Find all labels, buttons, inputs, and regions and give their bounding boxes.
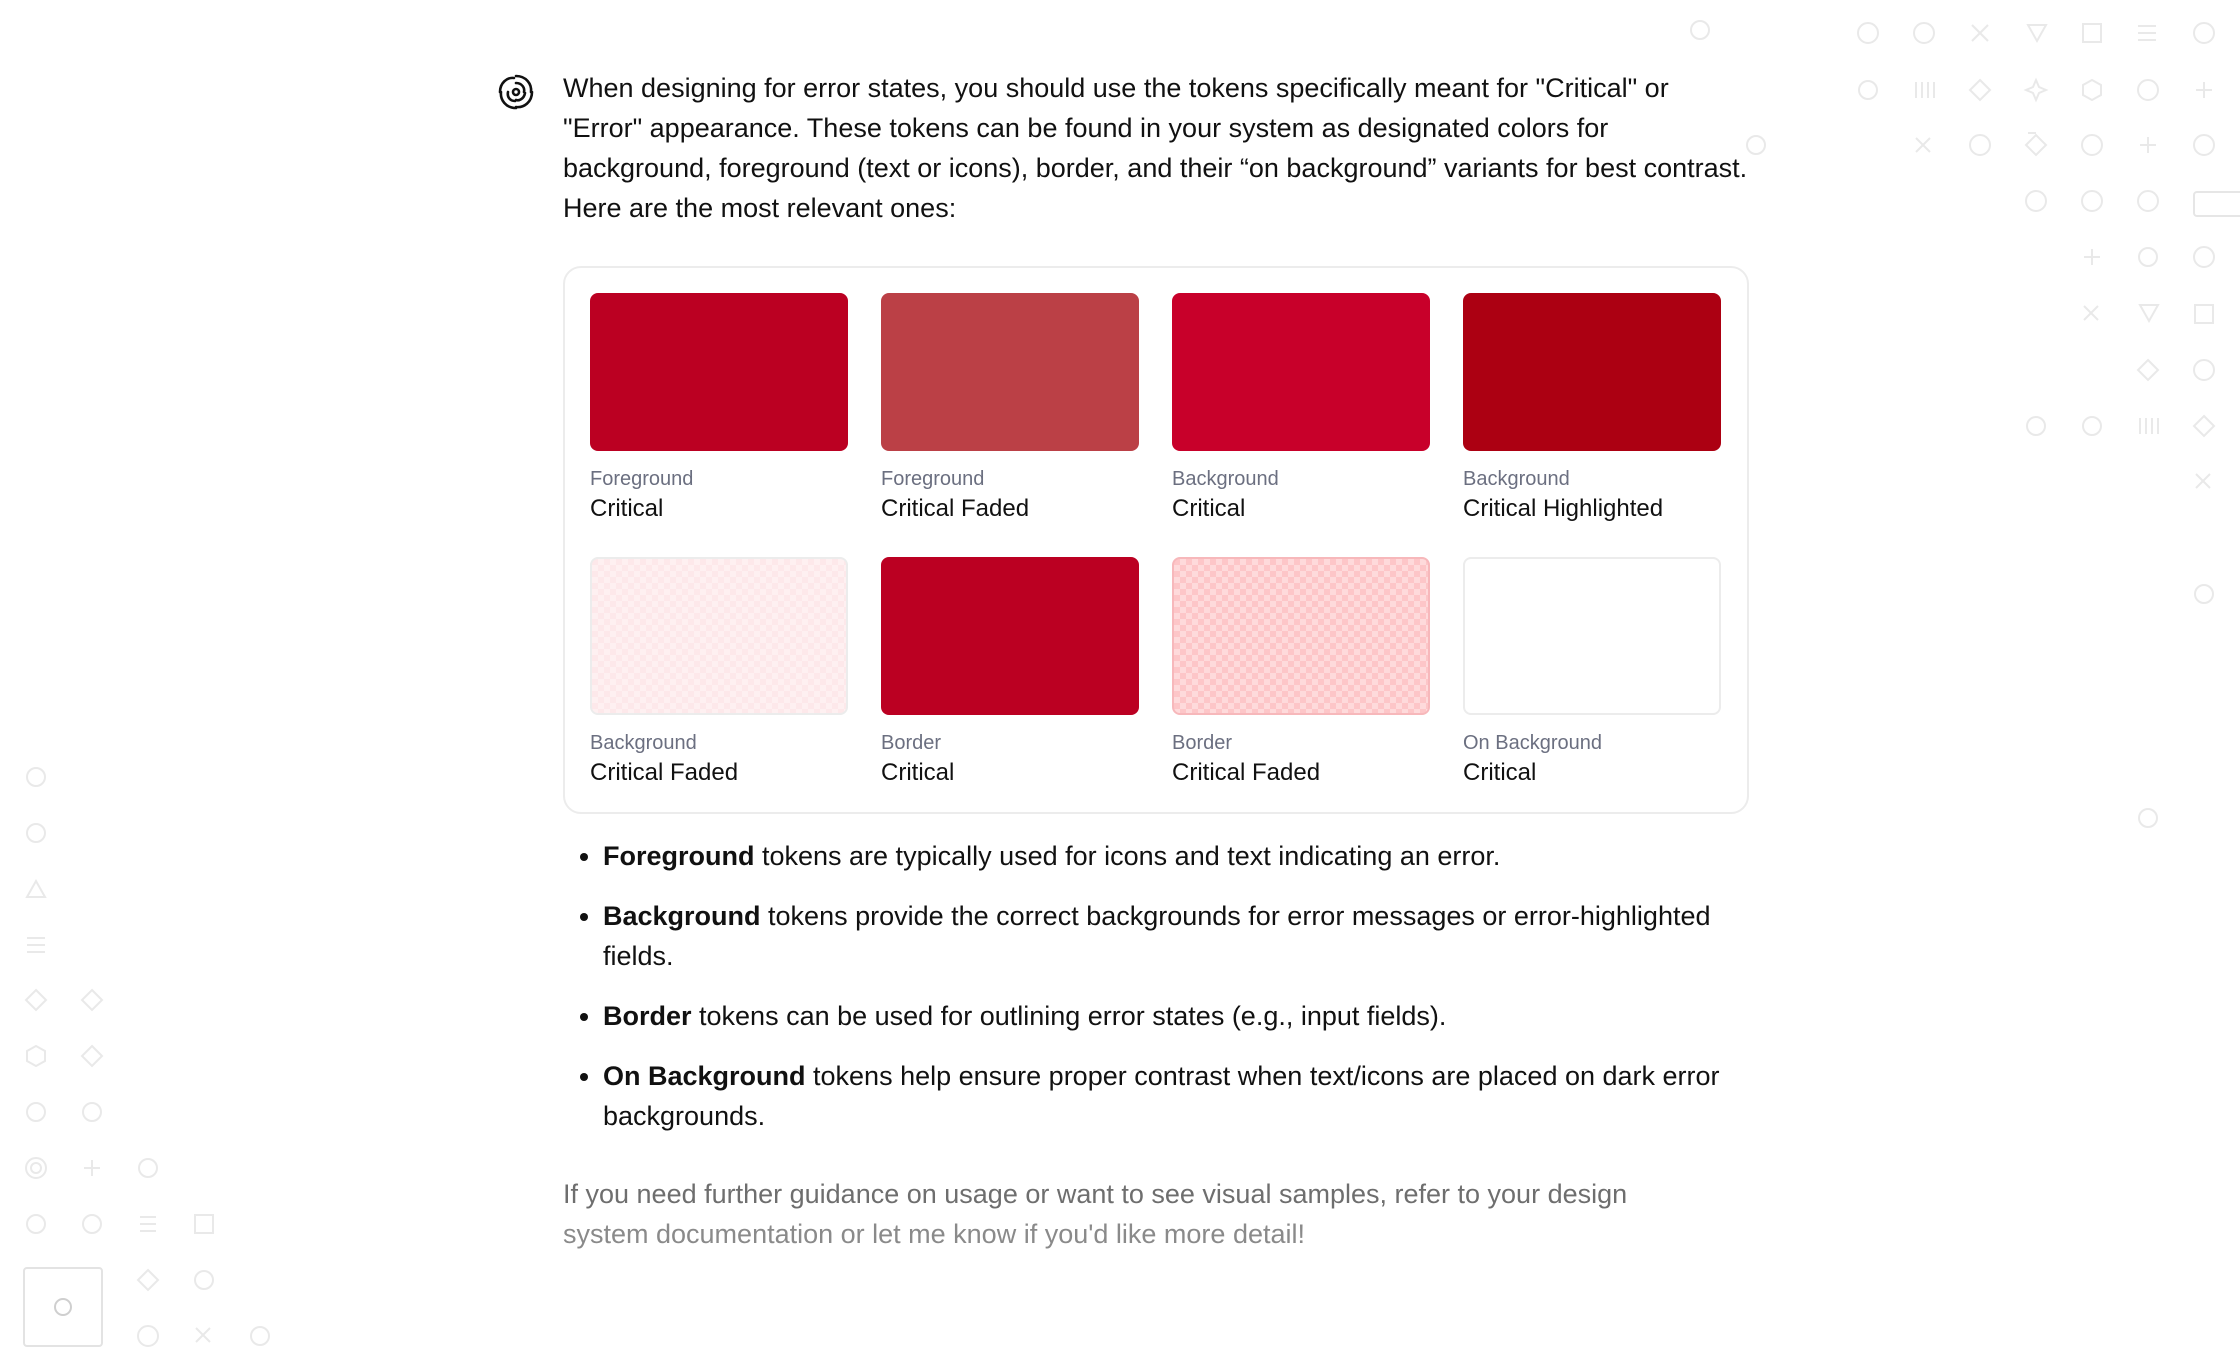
color-swatch <box>1463 293 1721 451</box>
corner-widget[interactable] <box>23 1267 103 1347</box>
circle-icon <box>83 1215 101 1233</box>
list-item <box>603 896 1753 976</box>
message-outro <box>563 1174 1753 1254</box>
swatch-border-critical-faded <box>1172 557 1430 789</box>
token-usage-list <box>563 836 1753 1136</box>
swatch-category: On Background <box>1463 732 1602 754</box>
swatch-foreground-critical <box>590 293 848 525</box>
swatch-category: Foreground <box>881 468 985 490</box>
target-icon <box>138 1326 158 1346</box>
circle-icon <box>2082 191 2102 211</box>
swatch-on-background-critical <box>1463 557 1721 789</box>
close-icon <box>1916 138 1930 152</box>
circle-icon <box>2026 191 2046 211</box>
circle-icon <box>195 1271 213 1289</box>
circle-icon <box>2195 585 2213 603</box>
circle-icon <box>2194 360 2214 380</box>
lines-icon <box>2138 26 2156 40</box>
color-swatch <box>881 557 1139 715</box>
diamond-icon <box>2194 416 2214 436</box>
diamond-icon <box>2138 360 2158 380</box>
list-item <box>603 836 1753 876</box>
square-icon <box>2195 305 2213 323</box>
assistant-message <box>563 68 1753 1254</box>
outro-line-1: If you need further guidance on usage or want to see visual samples, refer to your design <box>563 1179 1628 1209</box>
circle-icon <box>1914 23 1934 43</box>
lines-icon <box>140 1217 156 1231</box>
diamond-icon <box>1970 80 1990 100</box>
swatch-category: Background <box>590 732 697 754</box>
swatch-background-critical-faded <box>590 557 848 789</box>
color-swatch <box>590 293 848 451</box>
swatch-foreground-critical-faded <box>881 293 1139 525</box>
plus-icon <box>84 1160 100 1176</box>
diamond-icon <box>82 1046 102 1066</box>
bullet-term: Background <box>603 901 761 931</box>
triangle-icon <box>2028 25 2046 41</box>
lines-icon <box>27 938 45 952</box>
swatch-border-critical <box>881 557 1139 789</box>
circle-icon <box>139 1159 157 1177</box>
plus-icon <box>2140 137 2156 153</box>
swatch-category: Background <box>1172 468 1279 490</box>
circle-icon <box>251 1327 269 1345</box>
bullet-text: tokens provide the correct backgrounds for error messages or error-highlighted fields. <box>603 901 1711 971</box>
plus-icon <box>2196 82 2212 98</box>
swatch-category: Background <box>1463 468 1570 490</box>
swatch-name: Critical Faded <box>1172 759 1321 786</box>
circle-icon <box>2082 135 2102 155</box>
bars-icon <box>2140 418 2158 434</box>
circle-icon <box>83 1103 101 1121</box>
message-intro: When designing for error states, you should use the tokens specifically meant for "Critical" or "Error" appearance. These tokens can be found in your system as designated colors for background, foreground (text or icons), border, and their “on background” variants for best contrast. Here are the most relevant ones: <box>563 73 1748 223</box>
gear-icon <box>27 1103 45 1121</box>
swatch-name: Critical <box>881 759 955 786</box>
gear-icon <box>2139 248 2157 266</box>
target-icon <box>26 1158 46 1178</box>
swatch-category: Border <box>1172 732 1233 754</box>
square-icon <box>195 1215 213 1233</box>
swatch-background-critical <box>1172 293 1430 525</box>
gear-icon <box>25 1269 101 1345</box>
circle-icon <box>2194 135 2214 155</box>
circle-icon <box>2138 80 2158 100</box>
bullet-term: On Background <box>603 1061 806 1091</box>
swatch-category: Foreground <box>590 468 694 490</box>
list-item <box>603 1056 1753 1136</box>
close-icon <box>196 1328 210 1342</box>
swatch-name: Critical <box>1172 495 1246 522</box>
bullet-term: Border <box>603 1001 692 1031</box>
background-rect-shape <box>2193 191 2240 217</box>
color-swatch <box>881 293 1139 451</box>
plus-icon <box>2084 249 2100 265</box>
circle-icon <box>2138 191 2158 211</box>
target-icon <box>1970 135 1990 155</box>
close-icon <box>2196 474 2210 488</box>
gear-icon <box>1691 21 1709 39</box>
close-icon <box>2084 306 2098 320</box>
swatch-name: Critical Faded <box>881 495 1030 522</box>
diamond-icon <box>138 1270 158 1290</box>
hex-icon <box>2083 80 2101 100</box>
close-icon <box>1972 25 1988 41</box>
color-swatch <box>1172 557 1430 715</box>
star-icon <box>2139 809 2157 827</box>
square-icon <box>2083 24 2101 42</box>
list-item <box>603 996 1753 1036</box>
triangle-icon <box>27 881 45 897</box>
circle-icon <box>27 824 45 842</box>
color-swatch <box>590 557 848 715</box>
swatch-name: Critical <box>1463 759 1537 786</box>
swatch-name: Critical <box>590 495 664 522</box>
bullet-term: Foreground <box>603 841 755 871</box>
swatch-background-critical-highlighted <box>1463 293 1721 525</box>
color-swatch <box>1463 557 1721 715</box>
circle-icon <box>2194 247 2214 267</box>
gear-icon <box>2026 135 2046 155</box>
swatch-category: Border <box>881 732 942 754</box>
gear-icon <box>27 1215 45 1233</box>
star-icon <box>2026 80 2046 100</box>
color-swatch <box>1172 293 1430 451</box>
diamond-icon <box>26 990 46 1010</box>
swatch-name: Critical Faded <box>590 759 739 786</box>
circle-icon <box>2027 417 2045 435</box>
assistant-spiral-logo-icon <box>496 72 536 112</box>
circle-icon <box>1859 81 1877 99</box>
triangle-icon <box>2140 305 2158 321</box>
bullet-text: tokens are typically used for icons and text indicating an error. <box>754 841 1501 871</box>
bullet-text: tokens help ensure proper contrast when text/icons are placed on dark error backgrounds. <box>603 1061 1720 1131</box>
hex-icon <box>27 1046 45 1066</box>
outro-line-2: system documentation or let me know if you'd like more detail! <box>563 1219 1305 1249</box>
circle-icon <box>2083 417 2101 435</box>
swatch-name: Critical Highlighted <box>1463 495 1664 522</box>
bullet-text: tokens can be used for outlining error states (e.g., input fields). <box>691 1001 1447 1031</box>
bars-icon <box>1916 82 1934 98</box>
color-token-card <box>563 266 1749 814</box>
circle-icon <box>27 768 45 786</box>
circle-icon <box>2194 23 2214 43</box>
diamond-icon <box>82 990 102 1010</box>
circle-icon <box>1858 23 1878 43</box>
